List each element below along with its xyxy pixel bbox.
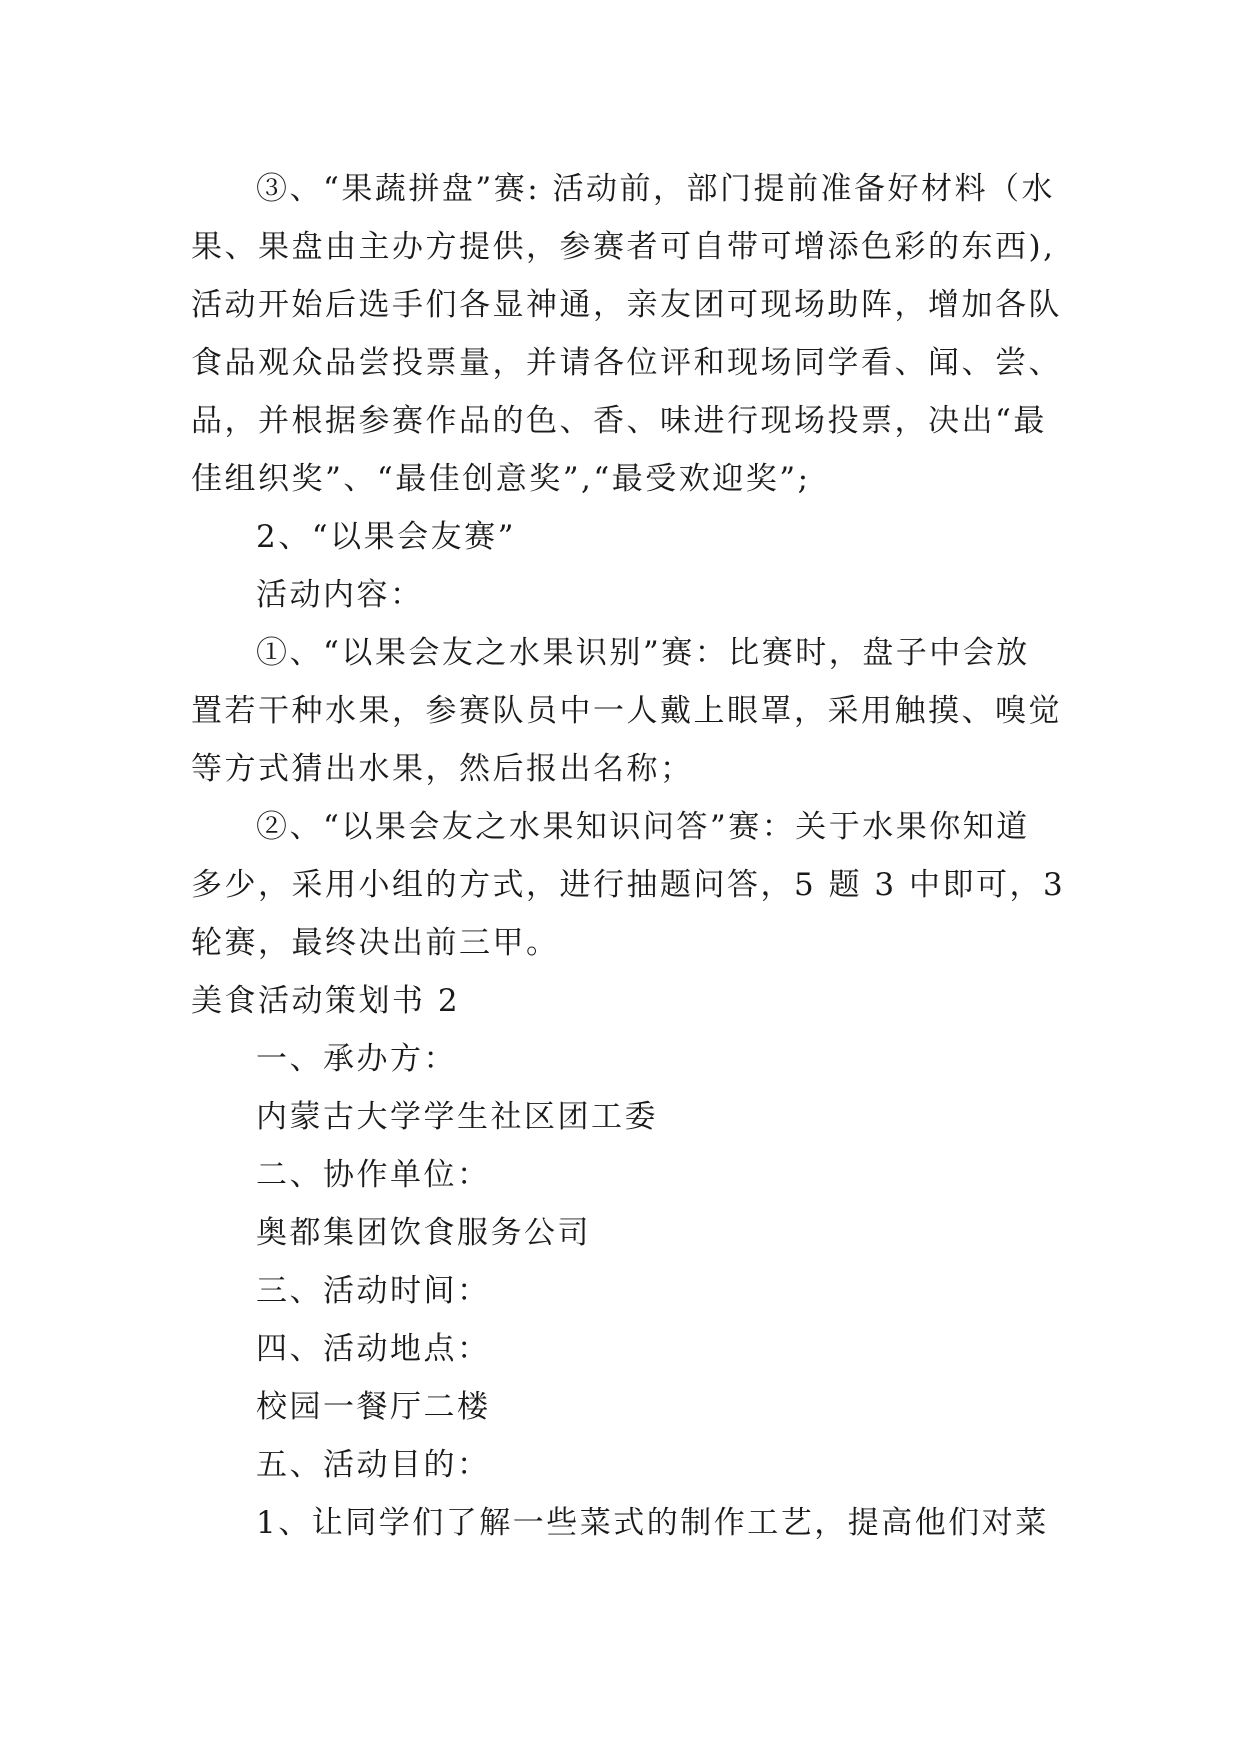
text-line: 一、承办方： <box>256 1041 457 1077</box>
text-line: 食品观众品尝投票量，并请各位评和现场同学看、闻、尝、 <box>191 345 1062 381</box>
text-line: ①、“以果会友之水果识别”赛：比赛时，盘子中会放 <box>256 635 1030 671</box>
document-body <box>191 160 1066 1552</box>
text-line: 等方式猜出水果，然后报出名称； <box>191 751 694 787</box>
text-line: ②、“以果会友之水果知识问答”赛：关于水果你知道 <box>256 809 1030 845</box>
text-line: 五、活动目的： <box>256 1447 491 1483</box>
text-line: 轮赛，最终决出前三甲。 <box>191 925 560 961</box>
text-line: 2、“以果会友赛” <box>256 519 516 555</box>
section-heading: 美食活动策划书 2 <box>191 983 461 1019</box>
text-line: 佳组织奖”、“最佳创意奖”,“最受欢迎奖”; <box>191 461 811 497</box>
text-line: 二、协作单位： <box>256 1157 491 1193</box>
text-line: 活动开始后选手们各显神通，亲友团可现场助阵，增加各队 <box>191 287 1062 323</box>
text-line: ③、“果蔬拼盘”赛: 活动前，部门提前准备好材料（水 <box>256 171 1055 207</box>
text-line: 活动内容： <box>256 577 424 613</box>
text-line: 1、让同学们了解一些菜式的制作工艺，提高他们对菜 <box>256 1505 1049 1541</box>
text-line: 多少，采用小组的方式，进行抽题问答，5 题 3 中即可，3 <box>191 867 1066 903</box>
text-line: 果、果盘由主办方提供，参赛者可自带可增添色彩的东西), <box>191 229 1056 265</box>
text-line: 校园一餐厅二楼 <box>256 1389 491 1425</box>
text-line: 内蒙古大学学生社区团工委 <box>256 1099 658 1135</box>
text-line: 奥都集团饮食服务公司 <box>256 1215 591 1251</box>
text-line: 四、活动地点： <box>256 1331 491 1367</box>
text-line: 品，并根据参赛作品的色、香、味进行现场投票，决出“最 <box>191 403 1047 439</box>
text-line: 置若干种水果，参赛队员中一人戴上眼罩，采用触摸、嗅觉 <box>191 693 1062 729</box>
text-line: 三、活动时间： <box>256 1273 491 1309</box>
